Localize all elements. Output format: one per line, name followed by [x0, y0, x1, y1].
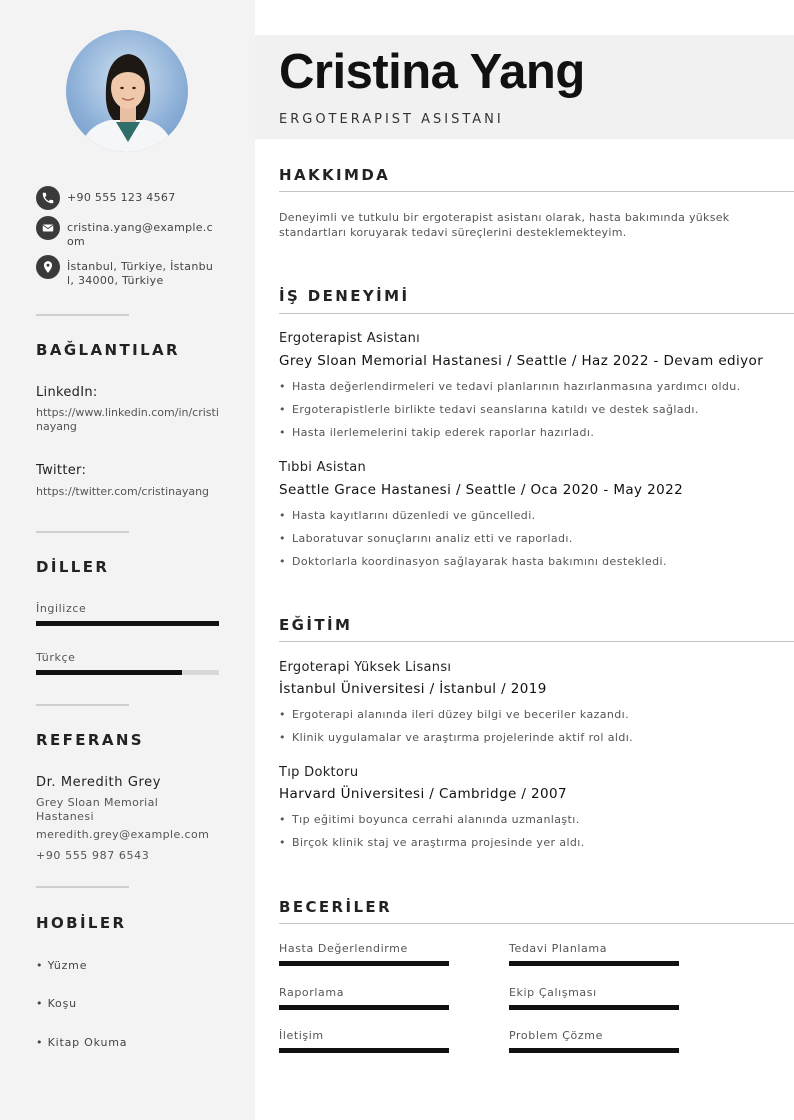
section-divider: [279, 313, 794, 314]
linkedin-link[interactable]: https://www.linkedin.com/in/cristinayang: [36, 406, 219, 433]
hobby-item: • Kitap Okuma: [36, 1036, 128, 1049]
skill-label: Hasta Değerlendirme: [279, 942, 408, 955]
profile-photo: [66, 30, 188, 152]
section-divider: [279, 923, 794, 924]
language-level-fill: [36, 670, 182, 675]
skill-label: Raporlama: [279, 986, 345, 999]
skill-level-fill: [509, 961, 679, 966]
skill-label: İletişim: [279, 1029, 324, 1042]
language-level-bar: [36, 670, 219, 675]
skill-level-bar: [509, 1048, 679, 1053]
sidebar-divider: [36, 704, 129, 706]
sidebar-divider: [36, 314, 129, 316]
links-heading: BAĞLANTILAR: [36, 341, 181, 359]
reference-org: Grey Sloan Memorial Hastanesi: [36, 796, 159, 823]
reference-email[interactable]: meredith.grey@example.com: [36, 828, 210, 841]
skill-level-bar: [279, 961, 449, 966]
section-divider: [279, 191, 794, 192]
education-title: Ergoterapi Yüksek Lisansı: [279, 660, 452, 675]
skill-label: Ekip Çalışması: [509, 986, 597, 999]
job-bullet: • Hasta değerlendirmeleri ve tedavi planlarının hazırlanmasına yardımcı oldu.: [279, 380, 741, 393]
phone-text: +90 555 123 4567: [67, 191, 176, 204]
skill-level-fill: [279, 1048, 449, 1053]
skill-level-bar: [509, 961, 679, 966]
contact-address: [36, 255, 217, 288]
contact-phone: [36, 186, 217, 210]
job-subtitle: Grey Sloan Memorial Hastanesi / Seattle / Haz 2022 - Devam ediyor: [279, 353, 764, 369]
about-text: Deneyimli ve tutkulu bir ergoterapist asistanı olarak, hasta bakımında yüksek standartları koruyarak tedavi süreçlerini desteklemekteyim.: [279, 211, 730, 239]
sidebar: [0, 0, 255, 1120]
person-name: Cristina Yang: [279, 45, 585, 99]
job-bullet: • Doktorlarla koordinasyon sağlayarak hasta bakımını destekledi.: [279, 555, 667, 568]
education-bullet: • Tıp eğitimi boyunca cerrahi alanında uzmanlaştı.: [279, 813, 580, 826]
skill-level-bar: [279, 1048, 449, 1053]
email-text: cristina.yang@example.com: [67, 221, 213, 248]
section-divider: [279, 641, 794, 642]
email-icon: [36, 216, 60, 240]
education-bullet: • Ergoterapi alanında ileri düzey bilgi ve beceriler kazandı.: [279, 708, 629, 721]
hobbies-heading: HOBİLER: [36, 914, 127, 932]
language-label: Türkçe: [36, 651, 76, 664]
skill-level-fill: [509, 1005, 679, 1010]
job-bullet: • Hasta ilerlemelerini takip ederek raporlar hazırladı.: [279, 426, 594, 439]
sidebar-divider: [36, 886, 129, 888]
education-subtitle: İstanbul Üniversitesi / İstanbul / 2019: [279, 681, 547, 697]
person-role: ERGOTERAPIST ASISTANI: [279, 112, 504, 127]
about-heading: HAKKIMDA: [279, 166, 391, 184]
skill-level-fill: [279, 961, 449, 966]
job-bullet: • Ergoterapistlerle birlikte tedavi seanslarına katıldı ve destek sağladı.: [279, 403, 699, 416]
skill-label: Problem Çözme: [509, 1029, 603, 1042]
education-heading: EĞİTİM: [279, 616, 353, 634]
skill-level-bar: [279, 1005, 449, 1010]
language-label: İngilizce: [36, 602, 87, 615]
hobby-item: • Koşu: [36, 997, 77, 1010]
hobby-item: • Yüzme: [36, 959, 88, 972]
reference-phone: +90 555 987 6543: [36, 849, 150, 862]
experience-heading: İŞ DENEYİMİ: [279, 287, 410, 305]
skill-label: Tedavi Planlama: [509, 942, 608, 955]
address-text: İstanbul, Türkiye, İstanbul, 34000, Türkiye: [67, 260, 214, 287]
twitter-label: Twitter:: [36, 463, 87, 478]
reference-heading: REFERANS: [36, 731, 145, 749]
sidebar-divider: [36, 531, 129, 533]
reference-name: Dr. Meredith Grey: [36, 775, 162, 790]
languages-heading: DİLLER: [36, 558, 110, 576]
job-subtitle: Seattle Grace Hastanesi / Seattle / Oca 2020 - May 2022: [279, 482, 684, 498]
linkedin-label: LinkedIn:: [36, 385, 98, 400]
skill-level-fill: [509, 1048, 679, 1053]
education-title: Tıp Doktoru: [279, 765, 359, 780]
education-bullet: • Birçok klinik staj ve araştırma projesinde yer aldı.: [279, 836, 585, 849]
job-title: Ergoterapist Asistanı: [279, 331, 421, 346]
twitter-link[interactable]: https://twitter.com/cristinayang: [36, 485, 210, 498]
job-title: Tıbbi Asistan: [279, 460, 367, 475]
skill-level-fill: [279, 1005, 449, 1010]
language-level-fill: [36, 621, 219, 626]
job-bullet: • Laboratuvar sonuçlarını analiz etti ve raporladı.: [279, 532, 573, 545]
job-bullet: • Hasta kayıtlarını düzenledi ve güncelledi.: [279, 509, 536, 522]
main-content: [255, 0, 794, 1120]
contact-email[interactable]: [36, 216, 217, 249]
education-subtitle: Harvard Üniversitesi / Cambridge / 2007: [279, 786, 567, 802]
phone-icon: [36, 186, 60, 210]
education-bullet: • Klinik uygulamalar ve araştırma projelerinde aktif rol aldı.: [279, 731, 633, 744]
skill-level-bar: [509, 1005, 679, 1010]
location-icon: [36, 255, 60, 279]
language-level-bar: [36, 621, 219, 626]
skills-heading: BECERİLER: [279, 898, 393, 916]
